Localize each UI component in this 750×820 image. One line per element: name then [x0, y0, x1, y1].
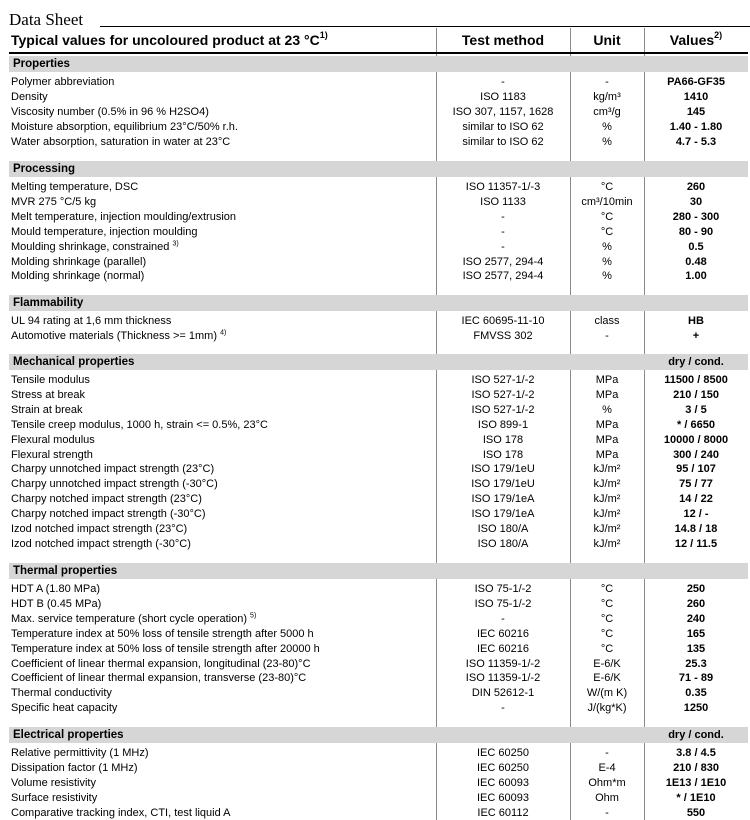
table-row [0, 492, 750, 507]
property-label: HDT A (1.80 MPa) [11, 583, 101, 595]
unit-cell: % [602, 255, 612, 268]
property-cell [11, 90, 436, 105]
property-cell [11, 240, 436, 255]
value-cell: 80 - 90 [678, 225, 714, 238]
test-method-cell: ISO 11359-1/-2 [465, 657, 541, 670]
unit-cell: - [605, 329, 609, 342]
table-row [0, 329, 750, 344]
unit-cell: kJ/m² [593, 478, 621, 491]
table-row [0, 657, 750, 672]
unit-cell: °C [600, 597, 614, 610]
unit-cell: kJ/m² [593, 537, 621, 550]
table-row [0, 75, 750, 90]
property-cell [11, 597, 436, 612]
property-label: Charpy unnotched impact strength (23°C) [11, 463, 215, 476]
unit-cell: % [602, 240, 612, 253]
property-cell [11, 418, 436, 433]
unit-cell: - [605, 806, 609, 819]
unit-cell: MPa [595, 418, 619, 431]
property-label: Water absorption, saturation in water at 23°C [11, 135, 231, 148]
value-cell: 260 [686, 181, 706, 193]
unit-cell: MPa [595, 374, 619, 386]
section-bar [9, 56, 748, 72]
value-cell: 1E13 / 1E10 [665, 776, 727, 789]
header-rule [9, 52, 748, 54]
unit-cell: class [594, 315, 620, 327]
test-method-cell: ISO 75-1/-2 [474, 583, 532, 595]
section-bar [9, 563, 748, 579]
property-label: Max. service temperature (short cycle operation) [11, 612, 247, 625]
property-cell [11, 806, 436, 820]
property-label: Flexural modulus [11, 433, 95, 446]
property-cell [11, 761, 436, 776]
section-title: Flammability [13, 297, 84, 309]
table-row [0, 210, 750, 225]
value-cell: 210 / 150 [673, 388, 719, 401]
property-label: Strain at break [11, 403, 83, 416]
value-cell: 250 [686, 583, 706, 595]
property-label: HDT B (0.45 MPa) [11, 597, 102, 610]
unit-cell: % [602, 120, 612, 133]
header-property [11, 29, 328, 51]
unit-cell: E-4 [598, 761, 616, 774]
section-title: Mechanical properties [13, 356, 135, 368]
section-bar [9, 161, 748, 177]
property-label: Izod notched impact strength (-30°C) [11, 537, 191, 550]
unit-cell: % [602, 270, 612, 283]
value-cell: 165 [686, 627, 706, 640]
property-cell [11, 255, 436, 270]
test-method-cell: DIN 52612-1 [471, 687, 535, 700]
table-row [0, 462, 750, 477]
table-row [0, 120, 750, 135]
test-method-cell: - [501, 76, 505, 88]
value-cell: 550 [686, 806, 706, 819]
table-row [0, 582, 750, 597]
property-label: Surface resistivity [11, 791, 98, 804]
unit-cell: °C [600, 225, 614, 238]
value-cell: 30 [689, 195, 703, 208]
value-cell: 300 / 240 [673, 448, 719, 461]
unit-cell: E-6/K [593, 657, 621, 670]
property-cell [11, 225, 436, 240]
table-row [0, 507, 750, 522]
table-row [0, 642, 750, 657]
table-row [0, 225, 750, 240]
document-title: Data Sheet [9, 10, 84, 29]
unit-cell: °C [600, 181, 614, 193]
test-method-cell: IEC 60250 [477, 761, 529, 774]
table-row [0, 373, 750, 388]
table-row [0, 448, 750, 463]
property-cell [11, 642, 436, 657]
value-cell: 145 [686, 105, 706, 118]
property-label: Density [11, 90, 48, 103]
test-method-cell: IEC 60695-11-10 [461, 315, 545, 327]
test-method-cell: - [501, 225, 505, 238]
property-label: Temperature index at 50% loss of tensile strength after 5000 h [11, 627, 314, 640]
table-row [0, 597, 750, 612]
property-label: Specific heat capacity [11, 702, 118, 715]
header-unit: Unit [593, 32, 621, 48]
property-cell [11, 388, 436, 403]
property-cell [11, 701, 436, 716]
property-label: MVR 275 °C/5 kg [11, 195, 97, 208]
unit-cell: Ohm [595, 791, 619, 804]
property-label: Coefficient of linear thermal expansion, longitudinal (23-80)°C [11, 657, 311, 670]
test-method-cell: ISO 899-1 [477, 418, 529, 431]
property-label: Molding shrinkage (normal) [11, 270, 145, 283]
test-method-cell: ISO 527-1/-2 [471, 403, 535, 416]
value-cell: 280 - 300 [672, 210, 720, 223]
unit-cell: J/(kg*K) [587, 702, 627, 715]
value-cell: 0.5 [688, 240, 704, 253]
footnote-ref: 3) [172, 239, 179, 247]
table-row [0, 522, 750, 537]
header-values [644, 29, 748, 51]
table-row [0, 180, 750, 195]
property-label: Viscosity number (0.5% in 96 % H2SO4) [11, 105, 209, 118]
table-row [0, 776, 750, 791]
value-cell: 240 [686, 612, 706, 625]
property-cell [11, 686, 436, 701]
value-cell: 0.35 [685, 687, 707, 700]
test-method-cell: ISO 178 [482, 433, 524, 446]
test-method-cell: - [501, 240, 505, 253]
value-cell: 10000 / 8000 [663, 433, 729, 446]
test-method-cell: IEC 60093 [477, 776, 529, 789]
unit-cell: cm³/g [593, 105, 621, 118]
section-bar [9, 295, 748, 311]
test-method-cell: FMVSS 302 [473, 329, 533, 342]
value-cell: * / 6650 [677, 418, 715, 431]
property-label: Polymer abbreviation [11, 76, 115, 88]
value-cell: 12 / 11.5 [674, 537, 718, 550]
property-label: Stress at break [11, 388, 85, 401]
unit-cell: W/(m K) [586, 687, 628, 700]
table-row [0, 612, 750, 627]
value-cell: 25.3 [685, 657, 707, 670]
property-label: Temperature index at 50% loss of tensile strength after 20000 h [11, 642, 320, 655]
property-label: Moisture absorption, equilibrium 23°C/50% r.h. [11, 120, 238, 133]
unit-cell: kJ/m² [593, 523, 621, 535]
test-method-cell: - [501, 210, 505, 223]
test-method-cell: ISO 180/A [477, 537, 529, 550]
section-title: Processing [13, 163, 75, 175]
unit-cell: °C [600, 612, 614, 625]
property-label: Mould temperature, injection moulding [11, 225, 198, 238]
test-method-cell: ISO 527-1/-2 [471, 374, 535, 386]
property-cell [11, 210, 436, 225]
unit-cell: kJ/m² [593, 463, 621, 476]
property-label: Izod notched impact strength (23°C) [11, 523, 188, 535]
property-label: Moulding shrinkage, constrained [11, 240, 170, 253]
test-method-cell: ISO 180/A [477, 523, 529, 535]
value-cell: 71 - 89 [678, 672, 714, 685]
table-row [0, 135, 750, 150]
table-row [0, 195, 750, 210]
property-cell [11, 403, 436, 418]
table-row [0, 671, 750, 686]
test-method-cell: ISO 75-1/-2 [474, 597, 532, 610]
table-row [0, 255, 750, 270]
unit-cell: MPa [595, 448, 619, 461]
test-method-cell: ISO 2577, 294-4 [462, 270, 544, 283]
section-title: Thermal properties [13, 565, 118, 577]
property-label: UL 94 rating at 1,6 mm thickness [11, 315, 172, 327]
value-cell: 0.48 [685, 255, 707, 268]
property-label: Tensile creep modulus, 1000 h, strain <= 0.5%, 23°C [11, 418, 268, 431]
test-method-cell: ISO 2577, 294-4 [462, 255, 544, 268]
unit-cell: °C [600, 210, 614, 223]
test-method-cell: IEC 60216 [477, 642, 529, 655]
value-cell: PA66-GF35 [667, 76, 725, 88]
value-cell: 75 / 77 [679, 478, 713, 491]
property-cell [11, 746, 436, 761]
property-label: Flexural strength [11, 448, 93, 461]
value-cell: 135 [686, 642, 706, 655]
value-cell: + [692, 329, 700, 342]
property-label: Coefficient of linear thermal expansion, transverse (23-80)°C [11, 672, 307, 685]
property-label: Molding shrinkage (parallel) [11, 255, 147, 268]
test-method-cell: similar to ISO 62 [462, 135, 544, 148]
property-label: Tensile modulus [11, 374, 90, 386]
section-condition-label: dry / cond. [668, 356, 724, 368]
property-cell [11, 582, 436, 597]
property-cell [11, 269, 436, 284]
table-row [0, 388, 750, 403]
table-row [0, 240, 750, 255]
property-label: Charpy unnotched impact strength (-30°C) [11, 478, 218, 491]
value-cell: 14 / 22 [679, 493, 713, 506]
test-method-cell: ISO 1133 [480, 195, 526, 208]
table-row [0, 806, 750, 820]
unit-cell: °C [600, 627, 614, 640]
table-row [0, 791, 750, 806]
table-row [0, 90, 750, 105]
property-cell [11, 612, 436, 627]
property-cell [11, 627, 436, 642]
property-cell [11, 671, 436, 686]
value-cell: 1.00 [685, 270, 707, 283]
property-label: Charpy notched impact strength (23°C) [11, 493, 202, 506]
unit-cell: % [602, 403, 612, 416]
value-cell: 210 / 830 [673, 761, 719, 774]
test-method-cell: similar to ISO 62 [462, 120, 544, 133]
unit-cell: MPa [595, 388, 619, 401]
table-row [0, 418, 750, 433]
property-cell [11, 492, 436, 507]
property-cell [11, 448, 436, 463]
property-cell [11, 135, 436, 150]
table-row [0, 627, 750, 642]
table-row [0, 537, 750, 552]
table-row [0, 269, 750, 284]
table-row [0, 701, 750, 716]
property-cell [11, 462, 436, 477]
property-label: Melting temperature, DSC [11, 181, 139, 193]
table-row [0, 314, 750, 329]
test-method-cell: IEC 60250 [477, 747, 529, 759]
unit-cell: °C [600, 583, 614, 595]
value-cell: 3.8 / 4.5 [676, 747, 716, 759]
table-row [0, 686, 750, 701]
property-cell [11, 314, 436, 329]
property-label: Volume resistivity [11, 776, 96, 789]
value-cell: 4.7 - 5.3 [675, 135, 717, 148]
footnote-ref: 5) [250, 612, 257, 620]
property-label: Dissipation factor (1 MHz) [11, 761, 138, 774]
test-method-cell: IEC 60093 [477, 791, 529, 804]
property-label: Charpy notched impact strength (-30°C) [11, 508, 206, 521]
property-cell [11, 329, 436, 344]
table-row [0, 105, 750, 120]
value-cell: 11500 / 8500 [664, 374, 728, 386]
test-method-cell: ISO 178 [482, 448, 524, 461]
test-method-cell: ISO 179/1eA [471, 508, 535, 521]
header-values-note: 2) [714, 30, 723, 41]
property-cell [11, 195, 436, 210]
title-rule [100, 26, 750, 27]
property-cell [11, 477, 436, 492]
value-cell: 1.40 - 1.80 [669, 120, 723, 133]
test-method-cell: IEC 60112 [477, 806, 529, 819]
test-method-cell: ISO 179/1eU [471, 478, 535, 491]
property-cell [11, 791, 436, 806]
property-cell [11, 433, 436, 448]
property-cell [11, 180, 436, 195]
value-cell: 14.8 / 18 [674, 523, 718, 535]
test-method-cell: ISO 527-1/-2 [471, 388, 535, 401]
header-property-label: Typical values for uncoloured product at 23 °C [11, 32, 320, 48]
property-label: Melt temperature, injection moulding/extrusion [11, 210, 237, 223]
test-method-cell: ISO 179/1eU [471, 463, 535, 476]
property-label: Relative permittivity (1 MHz) [11, 747, 149, 759]
table-row [0, 477, 750, 492]
value-cell: * / 1E10 [676, 791, 716, 804]
unit-cell: kg/m³ [593, 90, 621, 103]
value-cell: 1410 [683, 90, 709, 103]
property-cell [11, 537, 436, 552]
section-title: Properties [13, 58, 70, 70]
property-cell [11, 373, 436, 388]
unit-cell: E-6/K [593, 672, 621, 685]
value-cell: 12 / - [683, 508, 709, 521]
table-row [0, 403, 750, 418]
property-label: Comparative tracking index, CTI, test liquid A [11, 806, 231, 819]
unit-cell: °C [600, 642, 614, 655]
unit-cell: - [605, 76, 609, 88]
test-method-cell: ISO 307, 1157, 1628 [452, 105, 554, 118]
table-row [0, 746, 750, 761]
test-method-cell: - [501, 612, 505, 625]
property-label: Automotive materials (Thickness >= 1mm) [11, 329, 218, 342]
section-condition-label: dry / cond. [668, 729, 724, 741]
property-cell [11, 776, 436, 791]
test-method-cell: ISO 11359-1/-2 [465, 672, 541, 685]
unit-cell: - [605, 747, 609, 759]
property-cell [11, 105, 436, 120]
property-cell [11, 75, 436, 90]
value-cell: 95 / 107 [676, 463, 716, 476]
test-method-cell: ISO 179/1eA [471, 493, 535, 506]
table-row [0, 433, 750, 448]
test-method-cell: ISO 11357-1/-3 [465, 181, 541, 193]
test-method-cell: ISO 1183 [480, 90, 526, 103]
unit-cell: cm³/10min [581, 195, 633, 208]
unit-cell: kJ/m² [593, 493, 621, 506]
section-title: Electrical properties [13, 729, 124, 741]
footnote-ref: 4) [220, 329, 227, 337]
value-cell: 260 [686, 597, 706, 610]
property-cell [11, 507, 436, 522]
unit-cell: kJ/m² [593, 508, 621, 521]
value-cell: 3 / 5 [685, 403, 707, 416]
unit-cell: Ohm*m [588, 776, 626, 789]
test-method-cell: - [501, 702, 505, 715]
property-label: Thermal conductivity [11, 687, 112, 700]
property-cell [11, 657, 436, 672]
unit-cell: MPa [595, 433, 619, 446]
property-cell [11, 522, 436, 537]
header-method: Test method [461, 32, 545, 48]
header-property-note: 1) [319, 30, 328, 41]
test-method-cell: IEC 60216 [477, 627, 529, 640]
header-values-label: Values [669, 32, 715, 48]
table-row [0, 761, 750, 776]
property-cell [11, 120, 436, 135]
unit-cell: % [602, 135, 612, 148]
value-cell: HB [688, 315, 704, 327]
value-cell: 1250 [683, 702, 709, 715]
